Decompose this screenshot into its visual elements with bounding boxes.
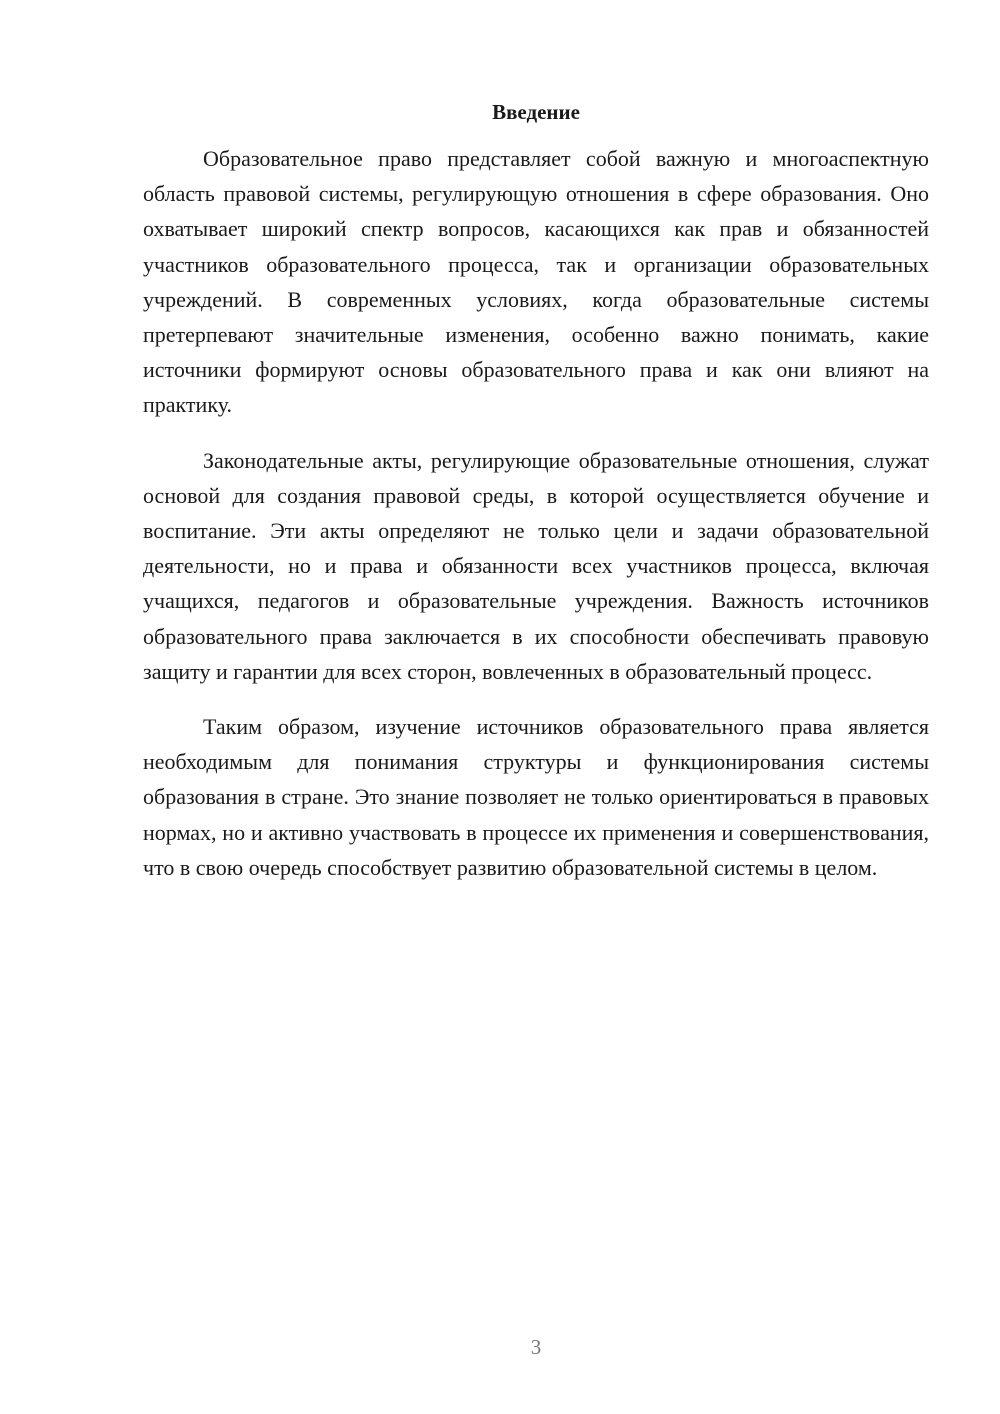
section-heading: Введение: [492, 100, 580, 124]
body-text: [143, 141, 929, 905]
paragraph-3: Таким образом, изучение источников образовательного права является необходимым для понимания структуры и функционирования системы образования в стране. Это знание позволяет не только ориентироваться в правовых нормах, но и активно участвовать в процессе их применения и совершенствования, что в свою очередь способствует развитию образовательной системы в целом.: [143, 714, 929, 880]
paragraph-1: Образовательное право представляет собой важную и многоаспектную область правовой системы, регулирующую отношения в сфере образования. Оно охватывает широкий спектр вопросов, касающихся как прав и обязанностей участников образовательного процесса, так и организации образовательных учреждений. В современных условиях, когда образовательные системы претерпевают значительные изменения, особенно важно понимать, какие источники формируют основы образовательного права и как они влияют на практику.: [143, 146, 929, 418]
paragraph-2: Законодательные акты, регулирующие образовательные отношения, служат основой для создания правовой среды, в которой осуществляется обучение и воспитание. Эти акты определяют не только цели и задачи образовательной деятельности, но и права и обязанности всех участников процесса, включая учащихся, педагогов и образовательные учреждения. Важность источников образовательного права заключается в их способности обеспечивать правовую защиту и гарантии для всех сторон, вовлеченных в образовательный процесс.: [143, 447, 929, 684]
page-number: 3: [530, 1335, 542, 1359]
